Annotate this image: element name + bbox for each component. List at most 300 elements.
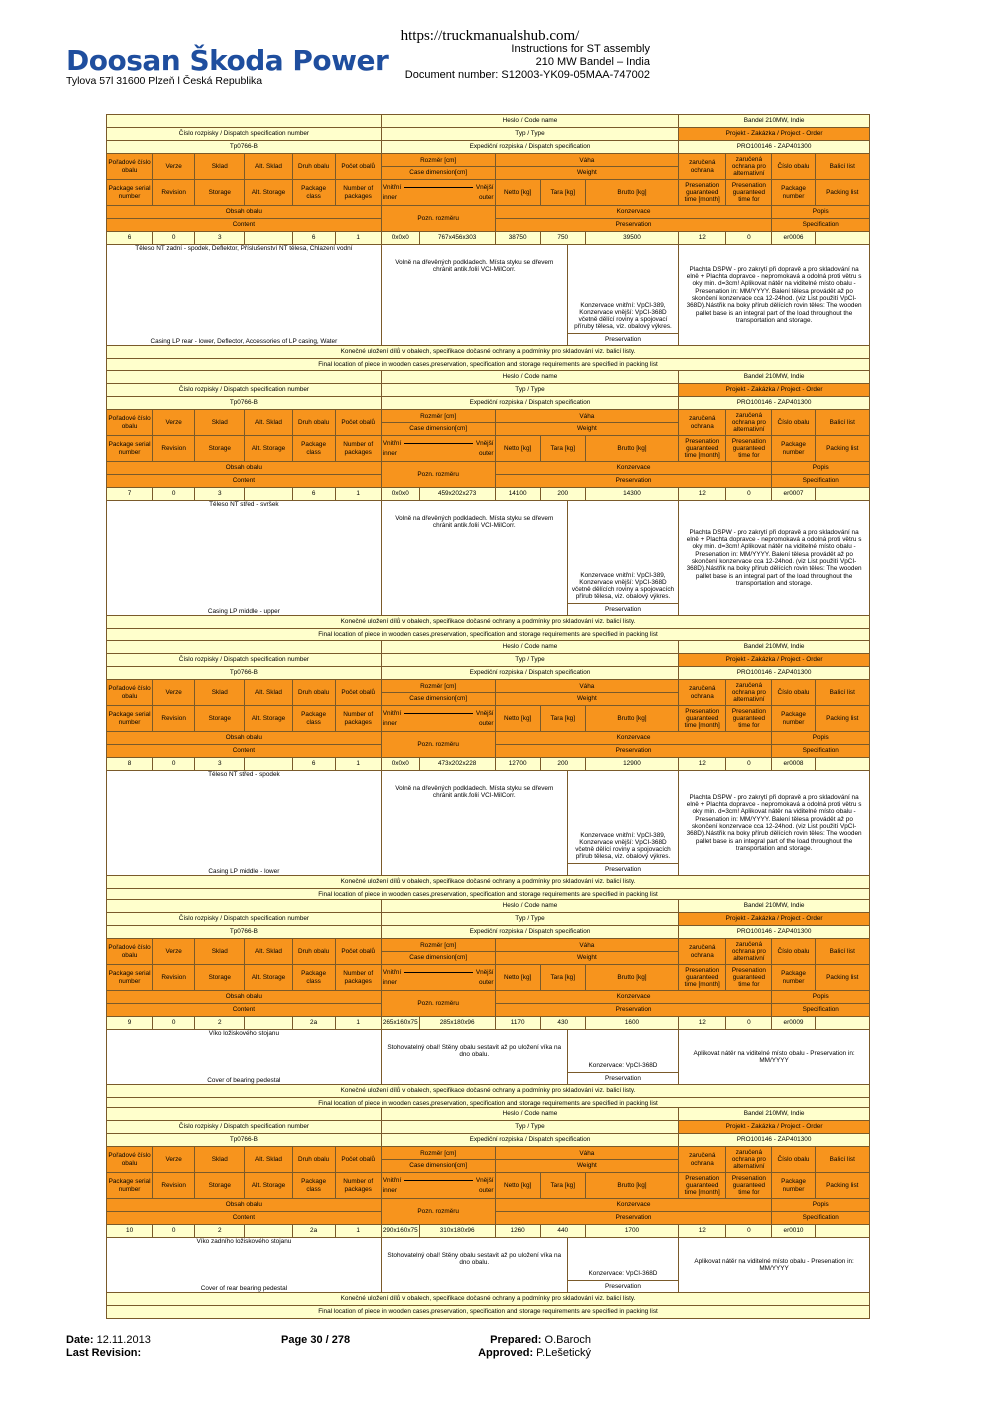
col-guarantee-cz: zaručená ochrana (679, 680, 726, 706)
serial-value: 8 (107, 758, 153, 771)
spec-label-cz: Popis (772, 206, 870, 219)
col-packing-list-cz: Balicí list (815, 939, 869, 965)
spec-label-en: Specification (772, 745, 870, 758)
dispatch-number: Tp0766-B (107, 667, 382, 680)
alt-storage-value (245, 488, 292, 501)
col-tara: Tara [kg] (540, 1173, 585, 1199)
content-label-en: Content (107, 1004, 382, 1017)
col-version-en: Revision (153, 965, 195, 991)
col-count-cz: Počet obalů (335, 410, 381, 436)
netto-value: 14100 (495, 488, 540, 501)
project-order: PRO100146 - ZAP401300 (679, 667, 870, 680)
code-name-label: Heslo / Code name (381, 371, 678, 384)
col-package-type-cz: Druh obalu (292, 154, 335, 180)
dimension-note-label: Pozn. rozměru (381, 1199, 495, 1225)
serial-value: 10 (107, 1225, 153, 1238)
outer-dim-value: 473x202x228 (419, 758, 495, 771)
outer-dim-value: 310x180x96 (419, 1225, 495, 1238)
final-note-cz: Konečné uložení dílů v obalech, specifikace dočasné ochrany a podmínky pro skladování viz. balicí listy. (107, 876, 870, 889)
count-value: 1 (335, 232, 381, 245)
project-order: PRO100146 - ZAP401300 (679, 141, 870, 154)
dispatch-number-label: Číslo rozpisky / Dispatch specification number (107, 128, 382, 141)
final-note-en: Final location of piece in wooden cases,preservation, specification and storage requirements are specified in packing list (107, 359, 870, 372)
tara-value: 440 (540, 1225, 585, 1238)
serial-value: 9 (107, 1017, 153, 1030)
doc-number: Document number: S12003-YK09-05MAA-747002 (404, 69, 650, 81)
final-note-cz: Konečné uložení dílů v obalech, specifikace dočasné ochrany a podmínky pro skladování viz. balicí listy. (107, 616, 870, 629)
netto-value: 12700 (495, 758, 540, 771)
col-version-cz: Verze (153, 1147, 195, 1173)
code-name-label: Heslo / Code name (381, 1108, 678, 1121)
package-class-value: 6 (292, 758, 335, 771)
col-brutto: Brutto [kg] (585, 965, 678, 991)
col-netto: Netto [kg] (495, 706, 540, 732)
final-note-en: Final location of piece in wooden cases,preservation, specification and storage requirements are specified in packing list (107, 629, 870, 642)
col-package-no-cz: Číslo obalu (772, 1147, 815, 1173)
storage-value: 3 (195, 488, 245, 501)
storage-value: 2 (195, 1225, 245, 1238)
preservation-label-cz: Konzervace (495, 462, 772, 475)
page-number: Page 30 / 278 (281, 1334, 351, 1346)
tara-value: 430 (540, 1017, 585, 1030)
dispatch-block (106, 640, 870, 902)
dispatch-block (106, 899, 870, 1111)
type-label: Typ / Type (381, 384, 678, 397)
spec-label-cz: Popis (772, 732, 870, 745)
guarantee-alt-value: 0 (726, 232, 772, 245)
alt-storage-value (245, 1225, 292, 1238)
dispatch-spec: Expediční rozpiska / Dispatch specification (381, 667, 678, 680)
doc-project: 210 MW Bandel – India (535, 56, 650, 68)
package-number-value: er0009 (772, 1017, 815, 1030)
dispatch-number: Tp0766-B (107, 1134, 382, 1147)
col-serial-cz: Pořadové číslo obalu (107, 154, 153, 180)
package-number-value: er0010 (772, 1225, 815, 1238)
dispatch-block (106, 370, 870, 642)
project-order: PRO100146 - ZAP401300 (679, 1134, 870, 1147)
serial-value: 6 (107, 232, 153, 245)
content-cell: Víko ložiskového stojanu Cover of bearing pedestal (107, 1030, 382, 1085)
outer-dim-value: 285x180x96 (419, 1017, 495, 1030)
col-guarantee-alt-cz: zaručená ochrana pro alternativní (726, 680, 772, 706)
dispatch-number-label: Číslo rozpisky / Dispatch specification number (107, 913, 382, 926)
dispatch-spec: Expediční rozpiska / Dispatch specification (381, 926, 678, 939)
col-version-cz: Verze (153, 680, 195, 706)
final-note-cz: Konečné uložení dílů v obalech, specifikace dočasné ochrany a podmínky pro skladování viz. balicí listy. (107, 1293, 870, 1306)
col-count-en: Number of packages (335, 706, 381, 732)
content-label-cz: Obsah obalu (107, 206, 382, 219)
col-tara: Tara [kg] (540, 965, 585, 991)
project-order: PRO100146 - ZAP401300 (679, 926, 870, 939)
col-packing-list-en: Packing list (815, 180, 869, 206)
packing-list-value (815, 488, 869, 501)
final-note-en: Final location of piece in wooden cases,preservation, specification and storage requirements are specified in packing list (107, 889, 870, 902)
col-package-no-en: Package number (772, 180, 815, 206)
type-label: Typ / Type (381, 654, 678, 667)
col-guarantee-cz: zaručená ochrana (679, 410, 726, 436)
col-alt-storage-en: Alt. Storage (245, 436, 292, 462)
source-url[interactable]: https://truckmanualshub.com/ (400, 28, 580, 44)
netto-value: 1170 (495, 1017, 540, 1030)
col-inner-outer: Vnitřní Vnější inner outer (381, 1173, 495, 1199)
packing-list-value (815, 1225, 869, 1238)
content-label-en: Content (107, 219, 382, 232)
type-label: Typ / Type (381, 913, 678, 926)
last-revision: Last Revision: (66, 1347, 142, 1359)
col-version-en: Revision (153, 180, 195, 206)
col-packing-list-cz: Balicí list (815, 1147, 869, 1173)
date-line: Date: 12.11.2013 (66, 1334, 151, 1346)
col-serial-cz: Pořadové číslo obalu (107, 680, 153, 706)
preservation-label-en: Preservation (495, 1004, 772, 1017)
storage-value: 2 (195, 1017, 245, 1030)
col-brutto: Brutto [kg] (585, 180, 678, 206)
inner-dim-value: 265x160x75 (381, 1017, 419, 1030)
col-serial-en: Package serial number (107, 436, 153, 462)
document-info (370, 43, 650, 82)
preservation-label-en: Preservation (495, 745, 772, 758)
spec-label-en: Specification (772, 219, 870, 232)
col-tara: Tara [kg] (540, 706, 585, 732)
guarantee-value: 12 (679, 758, 726, 771)
tara-value: 750 (540, 232, 585, 245)
col-storage-cz: Sklad (195, 680, 245, 706)
col-inner-outer: Vnitřní Vnější inner outer (381, 706, 495, 732)
col-storage-cz: Sklad (195, 1147, 245, 1173)
final-note-cz: Konečné uložení dílů v obalech, specifikace dočasné ochrany a podmínky pro skladování viz. balicí listy. (107, 1085, 870, 1098)
dispatch-spec: Expediční rozpiska / Dispatch specification (381, 397, 678, 410)
preservation-label-cz: Konzervace (495, 1199, 772, 1212)
col-package-no-en: Package number (772, 706, 815, 732)
dimension-note-label: Pozn. rozměru (381, 206, 495, 232)
dispatch-number: Tp0766-B (107, 397, 382, 410)
specification-cell: Plachta DSPW - pro zakrytí při dopravě a pro skladování na elně + Plachta dopravce - nepromokavá a odolná proti větru s oky min. d=3cm! Aplikovat nátěr na viditelné místo obalu - Presenation in: MM/YYYY. Balení tělesa provádět až po skončení konzervace cca 12-24hod. (viz List použití VpCI-368D).Nástřik na boky přírub dělících rovin těles: The wooden pallet base is an integral part of the load throughout the transportation and storage. (679, 245, 870, 346)
col-packing-list-en: Packing list (815, 706, 869, 732)
dispatch-block (106, 114, 870, 372)
tara-value: 200 (540, 488, 585, 501)
col-inner-outer: Vnitřní Vnější inner outer (381, 180, 495, 206)
col-count-cz: Počet obalů (335, 939, 381, 965)
col-packing-list-cz: Balicí list (815, 680, 869, 706)
header-empty-cell (107, 900, 382, 913)
header-empty-cell (107, 1108, 382, 1121)
col-guarantee-cz: zaručená ochrana (679, 154, 726, 180)
company-logo: Doosan Škoda Power (66, 44, 389, 77)
note-preservation-cell: Stohovatelný obal! Stěny obalu sestavit až po uložení víka na dno obalu. Konzervace: VpCI-368D Preservation (381, 1030, 678, 1085)
col-count-cz: Počet obalů (335, 1147, 381, 1173)
type-label: Typ / Type (381, 1121, 678, 1134)
project-order-label: Projekt - Zakázka / Project - Order (679, 384, 870, 397)
count-value: 1 (335, 488, 381, 501)
specification-cell: Plachta DSPW - pro zakrytí při dopravě a pro skladování na elně + Plachta dopravce - nepromokavá a odolná proti větru s oky min. d=3cm! Aplikovat nátěr na viditelné místo obalu - Presenation in: MM/YYYY. Balení tělesa provádět až po skončení konzervace cca 12-24hod. (viz List použití VpCI-368D).Nástřik na boky přírub dělících rovin těles: The wooden pallet base is an integral part of the load throughout the transportation and storage. (679, 771, 870, 876)
package-class-value: 2a (292, 1017, 335, 1030)
col-package-type-en: Package class (292, 965, 335, 991)
col-count-en: Number of packages (335, 436, 381, 462)
header-empty-cell (107, 371, 382, 384)
col-netto: Netto [kg] (495, 436, 540, 462)
col-netto: Netto [kg] (495, 180, 540, 206)
final-note-en: Final location of piece in wooden cases,preservation, specification and storage requirements are specified in packing list (107, 1098, 870, 1111)
col-weight-cz: Váha Weight (495, 1147, 679, 1173)
col-guarantee-alt-cz: zaručená ochrana pro alternativní (726, 410, 772, 436)
preservation-label-cz: Konzervace (495, 732, 772, 745)
content-cell: Těleso NT střed - spodek Casing LP middle - lower (107, 771, 382, 876)
preservation-label-en: Preservation (495, 1212, 772, 1225)
revision-value: 0 (153, 232, 195, 245)
col-package-type-cz: Druh obalu (292, 1147, 335, 1173)
tara-value: 200 (540, 758, 585, 771)
col-count-cz: Počet obalů (335, 680, 381, 706)
col-weight-cz: Váha Weight (495, 410, 679, 436)
brutto-value: 1700 (585, 1225, 678, 1238)
spec-label-cz: Popis (772, 991, 870, 1004)
project-name: Bandel 210MW, Indie (679, 641, 870, 654)
content-label-en: Content (107, 475, 382, 488)
col-alt-storage-cz: Alt. Sklad (245, 680, 292, 706)
revision-value: 0 (153, 758, 195, 771)
col-version-cz: Verze (153, 154, 195, 180)
package-number-value: er0008 (772, 758, 815, 771)
col-serial-cz: Pořadové číslo obalu (107, 1147, 153, 1173)
approved-line: Approved: P.Lešetický (478, 1347, 591, 1359)
inner-dim-value: 0x0x0 (381, 758, 419, 771)
guarantee-alt-value: 0 (726, 1017, 772, 1030)
guarantee-alt-value: 0 (726, 1225, 772, 1238)
spec-label-cz: Popis (772, 1199, 870, 1212)
col-guarantee-alt-en: Presenation guaranteed time for (726, 706, 772, 732)
preservation-label-en: Preservation (495, 475, 772, 488)
content-label-en: Content (107, 1212, 382, 1225)
count-value: 1 (335, 758, 381, 771)
prepared-line: Prepared: O.Baroch (490, 1334, 591, 1346)
note-preservation-cell: Volně na dřevěných podkladech. Místa styku se dřevem chránit antik.folií VCI-MilCorr. Konzervace vnitřní: VpCI-389, Konzervace vnější: VpCI-368D včetně dělících roviny a spojovacích přírub tělesa, viz. obalový výkres. Preservation (381, 501, 678, 616)
col-package-type-cz: Druh obalu (292, 410, 335, 436)
content-label-cz: Obsah obalu (107, 991, 382, 1004)
col-alt-storage-cz: Alt. Sklad (245, 410, 292, 436)
guarantee-value: 12 (679, 1225, 726, 1238)
project-order-label: Projekt - Zakázka / Project - Order (679, 1121, 870, 1134)
col-guarantee-en: Presenation guaranteed time [month] (679, 965, 726, 991)
col-package-type-en: Package class (292, 180, 335, 206)
alt-storage-value (245, 1017, 292, 1030)
dimension-note-label: Pozn. rozměru (381, 991, 495, 1017)
content-label-cz: Obsah obalu (107, 462, 382, 475)
dispatch-number: Tp0766-B (107, 926, 382, 939)
netto-value: 1260 (495, 1225, 540, 1238)
dispatch-number-label: Číslo rozpisky / Dispatch specification number (107, 384, 382, 397)
col-alt-storage-en: Alt. Storage (245, 706, 292, 732)
col-serial-cz: Pořadové číslo obalu (107, 939, 153, 965)
col-serial-en: Package serial number (107, 1173, 153, 1199)
spec-label-en: Specification (772, 1004, 870, 1017)
note-preservation-cell: Volně na dřevěných podkladech. Místa styku se dřevem chránit antik.folií VCI-MilCorr. Konzervace vnitřní: VpCI-389, Konzervace vnější: VpCI-368D včetně dělící roviny a spojovací příruby tělesa, viz. obalový výkres. Preservation (381, 245, 678, 346)
col-alt-storage-cz: Alt. Sklad (245, 939, 292, 965)
col-count-en: Number of packages (335, 1173, 381, 1199)
col-packing-list-en: Packing list (815, 436, 869, 462)
col-weight-cz: Váha Weight (495, 154, 679, 180)
col-inner-outer: Vnitřní Vnější inner outer (381, 965, 495, 991)
specification-cell: Aplikovat nátěr na viditelné místo obalu - Preservation in: MM/YYYY (679, 1030, 870, 1085)
col-guarantee-en: Presenation guaranteed time [month] (679, 706, 726, 732)
guarantee-value: 12 (679, 488, 726, 501)
inner-dim-value: 290x160x75 (381, 1225, 419, 1238)
col-package-type-en: Package class (292, 436, 335, 462)
col-storage-cz: Sklad (195, 154, 245, 180)
col-alt-storage-en: Alt. Storage (245, 965, 292, 991)
storage-value: 3 (195, 232, 245, 245)
col-guarantee-alt-cz: zaručená ochrana pro alternativní (726, 154, 772, 180)
brutto-value: 39500 (585, 232, 678, 245)
inner-dim-value: 0x0x0 (381, 488, 419, 501)
col-packing-list-cz: Balicí list (815, 410, 869, 436)
brutto-value: 1600 (585, 1017, 678, 1030)
storage-value: 3 (195, 758, 245, 771)
dispatch-number: Tp0766-B (107, 141, 382, 154)
package-class-value: 2a (292, 1225, 335, 1238)
project-name: Bandel 210MW, Indie (679, 115, 870, 128)
packing-list-value (815, 758, 869, 771)
col-version-en: Revision (153, 436, 195, 462)
project-order-label: Projekt - Zakázka / Project - Order (679, 128, 870, 141)
company-address: Tylova 57l 31600 Plzeň l Česká Republika (66, 75, 263, 87)
count-value: 1 (335, 1017, 381, 1030)
col-alt-storage-en: Alt. Storage (245, 1173, 292, 1199)
col-package-no-cz: Číslo obalu (772, 410, 815, 436)
col-package-type-en: Package class (292, 706, 335, 732)
col-package-type-en: Package class (292, 1173, 335, 1199)
col-netto: Netto [kg] (495, 965, 540, 991)
package-number-value: er0006 (772, 232, 815, 245)
alt-storage-value (245, 758, 292, 771)
code-name-label: Heslo / Code name (381, 115, 678, 128)
col-guarantee-en: Presenation guaranteed time [month] (679, 180, 726, 206)
inner-dim-value: 0x0x0 (381, 232, 419, 245)
col-brutto: Brutto [kg] (585, 1173, 678, 1199)
col-weight-cz: Váha Weight (495, 939, 679, 965)
dispatch-block (106, 1107, 870, 1319)
note-preservation-cell: Volně na dřevěných podkladech. Místa styku se dřevem chránit antik.folií VCI-MilCorr. Konzervace vnitřní: VpCI-389, Konzervace vnější: VpCI-368D včetně dělící roviny a spojovacích přírub tělesa, viz. obalový výkres. Preservation (381, 771, 678, 876)
col-storage-en: Storage (195, 180, 245, 206)
dispatch-number-label: Číslo rozpisky / Dispatch specification number (107, 654, 382, 667)
content-cell: Těleso NT střed - svršek Casing LP middle - upper (107, 501, 382, 616)
col-alt-storage-en: Alt. Storage (245, 180, 292, 206)
note-preservation-cell: Stohovatelný obal! Stěny obalu sestavit až po uložení víka na dno obalu. Konzervace: VpCI-368D Preservation (381, 1238, 678, 1293)
col-version-en: Revision (153, 1173, 195, 1199)
brutto-value: 14300 (585, 488, 678, 501)
col-guarantee-alt-en: Presenation guaranteed time for (726, 180, 772, 206)
content-cell: Těleso NT zadní - spodek, Deflektor, Příslušenství NT tělesa, Chlazení vodní Casing LP rear - lower, Deflector, Accessories of LP casing, Water (107, 245, 382, 346)
col-storage-en: Storage (195, 706, 245, 732)
col-dimension-cz: Rozměr [cm] Case dimension[cm] (381, 1147, 495, 1173)
package-number-value: er0007 (772, 488, 815, 501)
specification-cell: Plachta DSPW - pro zakrytí při dopravě a pro skladování na elně + Plachta dopravce - nepromokavá a odolná proti větru s oky min. d=3cm! Aplikovat nátěr na viditelné místo obalu - Presenation in: MM/YYYY. Balení tělesa provádět až po skončení konzervace cca 12-24hod. (viz List použití VpCI-368D).Nástřik na boky přírub dělících rovin těles: The wooden pallet base is an integral part of the load throughout the transportation and storage. (679, 501, 870, 616)
header-empty-cell (107, 641, 382, 654)
col-weight-cz: Váha Weight (495, 680, 679, 706)
alt-storage-value (245, 232, 292, 245)
content-cell: Víko zadního ložiskového stojanu Cover of rear bearing pedestal (107, 1238, 382, 1293)
project-order-label: Projekt - Zakázka / Project - Order (679, 654, 870, 667)
col-guarantee-alt-cz: zaručená ochrana pro alternativní (726, 939, 772, 965)
netto-value: 38750 (495, 232, 540, 245)
project-order: PRO100146 - ZAP401300 (679, 397, 870, 410)
col-package-no-cz: Číslo obalu (772, 939, 815, 965)
package-class-value: 6 (292, 232, 335, 245)
dispatch-number-label: Číslo rozpisky / Dispatch specification number (107, 1121, 382, 1134)
col-packing-list-en: Packing list (815, 1173, 869, 1199)
col-brutto: Brutto [kg] (585, 706, 678, 732)
col-tara: Tara [kg] (540, 436, 585, 462)
project-order-label: Projekt - Zakázka / Project - Order (679, 913, 870, 926)
serial-value: 7 (107, 488, 153, 501)
col-serial-en: Package serial number (107, 180, 153, 206)
project-name: Bandel 210MW, Indie (679, 900, 870, 913)
spec-label-cz: Popis (772, 462, 870, 475)
col-alt-storage-cz: Alt. Sklad (245, 154, 292, 180)
type-label: Typ / Type (381, 128, 678, 141)
col-version-cz: Verze (153, 410, 195, 436)
col-guarantee-en: Presenation guaranteed time [month] (679, 1173, 726, 1199)
col-serial-en: Package serial number (107, 965, 153, 991)
final-note-cz: Konečné uložení dílů v obalech, specifikace dočasné ochrany a podmínky pro skladování viz. balicí listy. (107, 346, 870, 359)
col-guarantee-alt-en: Presenation guaranteed time for (726, 1173, 772, 1199)
content-label-en: Content (107, 745, 382, 758)
col-serial-en: Package serial number (107, 706, 153, 732)
final-note-en: Final location of piece in wooden cases,preservation, specification and storage requirements are specified in packing list (107, 1306, 870, 1319)
header-empty-cell (107, 115, 382, 128)
col-serial-cz: Pořadové číslo obalu (107, 410, 153, 436)
package-class-value: 6 (292, 488, 335, 501)
col-count-cz: Počet obalů (335, 154, 381, 180)
col-dimension-cz: Rozměr [cm] Case dimension[cm] (381, 410, 495, 436)
packing-list-value (815, 1017, 869, 1030)
revision-value: 0 (153, 488, 195, 501)
spec-label-en: Specification (772, 1212, 870, 1225)
dispatch-spec: Expediční rozpiska / Dispatch specification (381, 1134, 678, 1147)
col-count-en: Number of packages (335, 965, 381, 991)
col-storage-cz: Sklad (195, 410, 245, 436)
col-version-en: Revision (153, 706, 195, 732)
guarantee-value: 12 (679, 1017, 726, 1030)
col-guarantee-alt-cz: zaručená ochrana pro alternativní (726, 1147, 772, 1173)
packing-list-value (815, 232, 869, 245)
col-package-type-cz: Druh obalu (292, 939, 335, 965)
revision-value: 0 (153, 1017, 195, 1030)
brutto-value: 12900 (585, 758, 678, 771)
col-guarantee-alt-en: Presenation guaranteed time for (726, 436, 772, 462)
col-storage-en: Storage (195, 1173, 245, 1199)
guarantee-alt-value: 0 (726, 758, 772, 771)
col-package-no-cz: Číslo obalu (772, 154, 815, 180)
col-storage-en: Storage (195, 436, 245, 462)
project-name: Bandel 210MW, Indie (679, 1108, 870, 1121)
preservation-label-cz: Konzervace (495, 206, 772, 219)
col-guarantee-cz: zaručená ochrana (679, 1147, 726, 1173)
col-guarantee-en: Presenation guaranteed time [month] (679, 436, 726, 462)
col-inner-outer: Vnitřní Vnější inner outer (381, 436, 495, 462)
preservation-label-cz: Konzervace (495, 991, 772, 1004)
outer-dim-value: 459x202x273 (419, 488, 495, 501)
dimension-note-label: Pozn. rozměru (381, 462, 495, 488)
col-brutto: Brutto [kg] (585, 436, 678, 462)
col-tara: Tara [kg] (540, 180, 585, 206)
col-storage-cz: Sklad (195, 939, 245, 965)
specification-cell: Aplikovat nátěr na viditelné místo obalu - Presenation in: MM/YYYY (679, 1238, 870, 1293)
col-packing-list-cz: Balicí list (815, 154, 869, 180)
col-package-no-cz: Číslo obalu (772, 680, 815, 706)
col-package-no-en: Package number (772, 965, 815, 991)
guarantee-alt-value: 0 (726, 488, 772, 501)
doc-title: Instructions for ST assembly (511, 43, 650, 55)
